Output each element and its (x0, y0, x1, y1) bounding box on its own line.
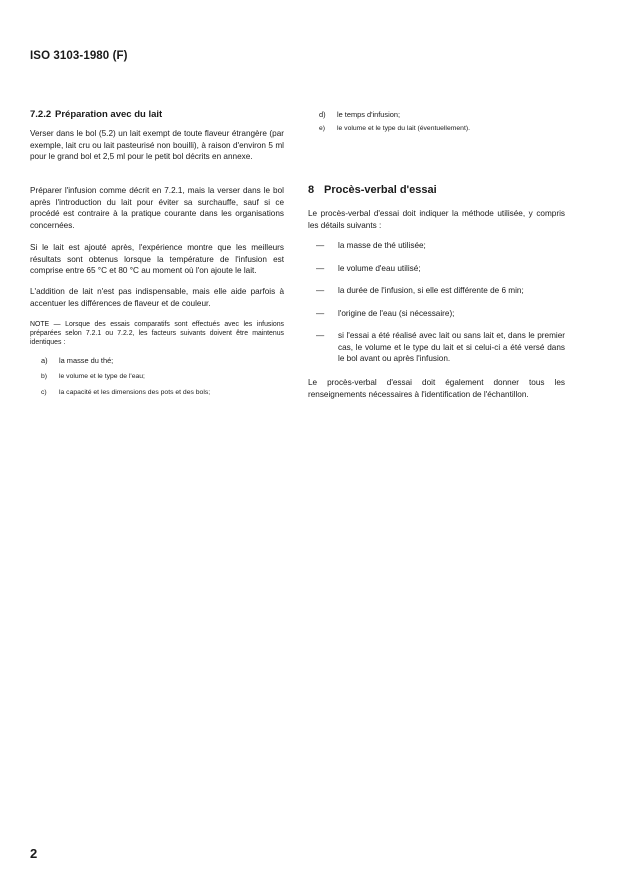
note: NOTE — Lorsque des essais comparatifs sont effectués avec les infusions préparées selon 7.2.1 ou 7.2.2, les facteurs suivants doivent être maintenus identiques : (30, 321, 284, 347)
list-marker: e) (319, 125, 326, 132)
paragraph: Préparer l'infusion comme décrit en 7.2.1, mais la verser dans le bol après l'introduction du lait pour éviter sa surchauffe, sauf si ce procédé est contraire à la pratique courante dans les organisations concernées. (30, 186, 284, 230)
paragraph: Si le lait est ajouté après, l'expérience montre que les meilleurs résultats sont obtenus lorsque la température de l'infusion est comprise entre 65 °C et 80 °C au moment où l'on ajoute le lait. (30, 243, 284, 276)
paragraph: Le procès-verbal d'essai doit indiquer la méthode utilisée, y compris les détails suivants : (308, 209, 565, 230)
list-item (308, 308, 565, 320)
paragraph: L'addition de lait n'est pas indispensable, mais elle aide parfois à accentuer les différences de flaveur et de couleur. (30, 287, 284, 308)
list-item (30, 388, 284, 398)
page-number: 2 (30, 846, 38, 861)
section-title: Préparation avec du lait (55, 109, 163, 120)
dash-marker: — (316, 264, 325, 273)
list-text: le temps d'infusion; (337, 110, 401, 119)
section-number: 7.2.2 (30, 109, 52, 120)
dash-marker: — (316, 286, 325, 295)
list-text: le volume et le type du lait (éventuellement). (337, 125, 470, 132)
list-text: le volume et le type de l'eau; (59, 373, 145, 380)
list-item (308, 240, 565, 252)
list-item (30, 356, 284, 366)
list-item (308, 110, 565, 120)
list-marker: d) (319, 110, 326, 119)
list-text: la masse du thé; (59, 356, 114, 365)
list-text: si l'essai a été réalisé avec lait ou sans lait et, dans le premier cas, le volume et le type du lait et si celui-ci a été versé dans le bol avant ou après l'infusion. (338, 331, 565, 364)
list-marker: b) (41, 373, 48, 380)
list-text: l'origine de l'eau (si nécessaire); (338, 309, 455, 318)
list-item (30, 372, 284, 382)
section-8-heading (308, 184, 565, 196)
list-item (308, 124, 565, 134)
paragraph: Verser dans le bol (5.2) un lait exempt de toute flaveur étrangère (par exemple, lait cru ou lait pasteurisé non bouilli), à raison d'environ 5 ml pour le grand bol et 2,5 ml pour le petit bol décrits en annexe. (30, 129, 284, 162)
paragraph: Le procès-verbal d'essai doit également donner tous les renseignements nécessaires à l'identification de l'échantillon. (308, 378, 565, 399)
section-7-2-2-heading (30, 109, 284, 120)
list-text: la masse de thé utilisée; (338, 241, 426, 250)
section-title: Procès-verbal d'essai (324, 184, 437, 196)
dash-marker: — (316, 241, 325, 250)
list-text: le volume d'eau utilisé; (338, 264, 421, 273)
dash-marker: — (316, 309, 325, 318)
list-marker: c) (41, 389, 47, 396)
list-item (308, 285, 565, 297)
list-item (308, 263, 565, 275)
section-number: 8 (308, 184, 315, 196)
list-item (308, 330, 565, 365)
list-marker: a) (41, 356, 48, 365)
dash-marker: — (316, 331, 325, 340)
document-header: ISO 3103-1980 (F) (30, 50, 128, 62)
list-text: la durée de l'infusion, si elle est différente de 6 min; (338, 286, 524, 295)
list-text: la capacité et les dimensions des pots et des bols; (59, 389, 211, 396)
